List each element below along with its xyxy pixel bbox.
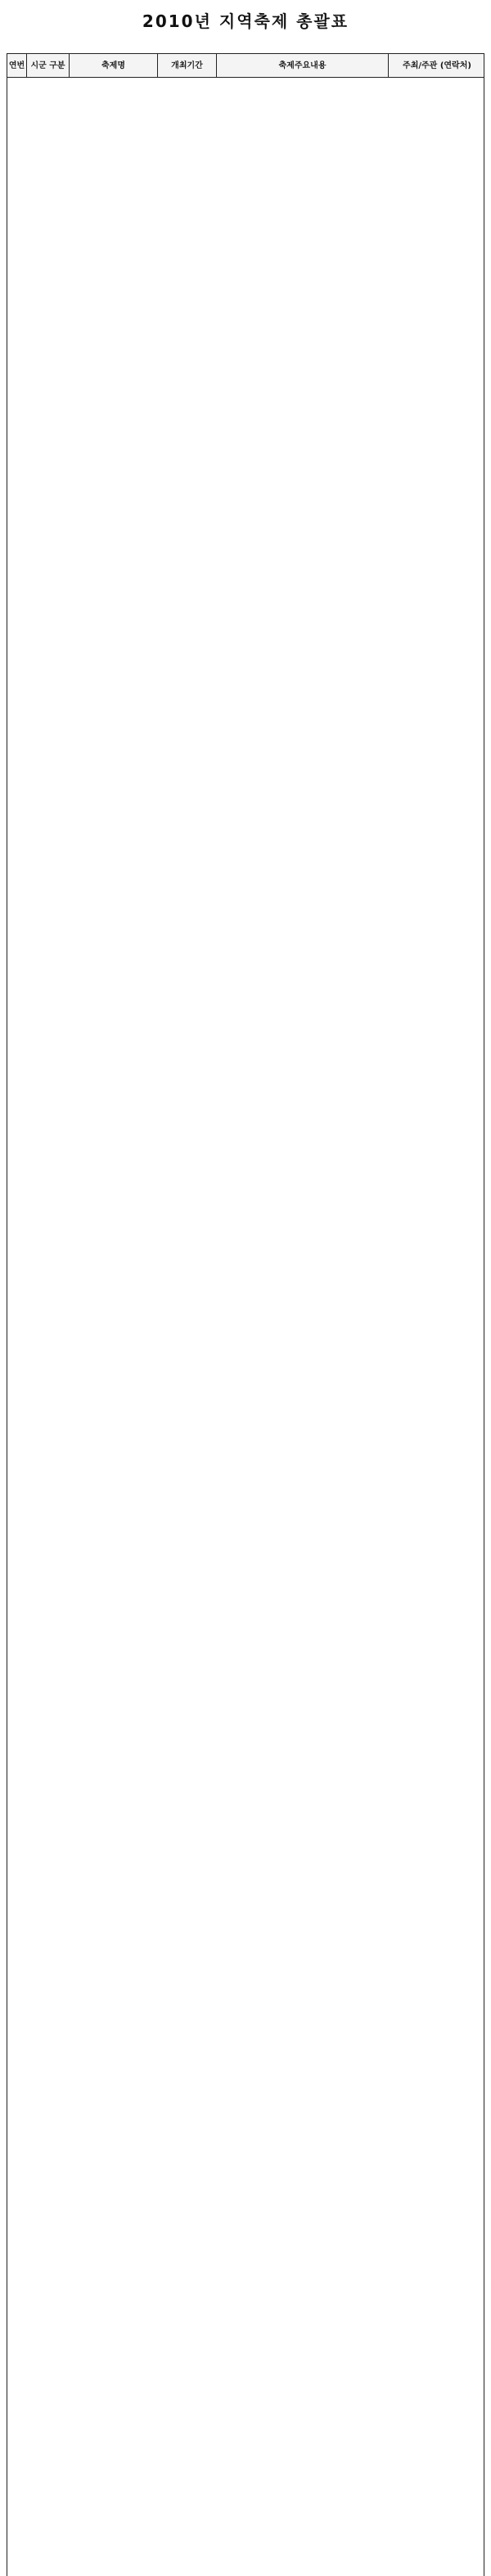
header-organizer: 주최/주관 (연락처) (403, 61, 471, 70)
notice-text (7, 35, 484, 47)
header-city: 시군 구분 (27, 54, 70, 77)
page-title: 2010년 지역축제 총괄표 (142, 11, 349, 31)
table-header (7, 54, 484, 78)
header-period: 개최기간 (158, 54, 217, 77)
header-festival-name: 축제명 (70, 54, 158, 77)
header-main-content: 축제주요내용 (217, 54, 389, 77)
header-index: 연번 (7, 54, 27, 77)
festival-table (7, 53, 484, 2576)
